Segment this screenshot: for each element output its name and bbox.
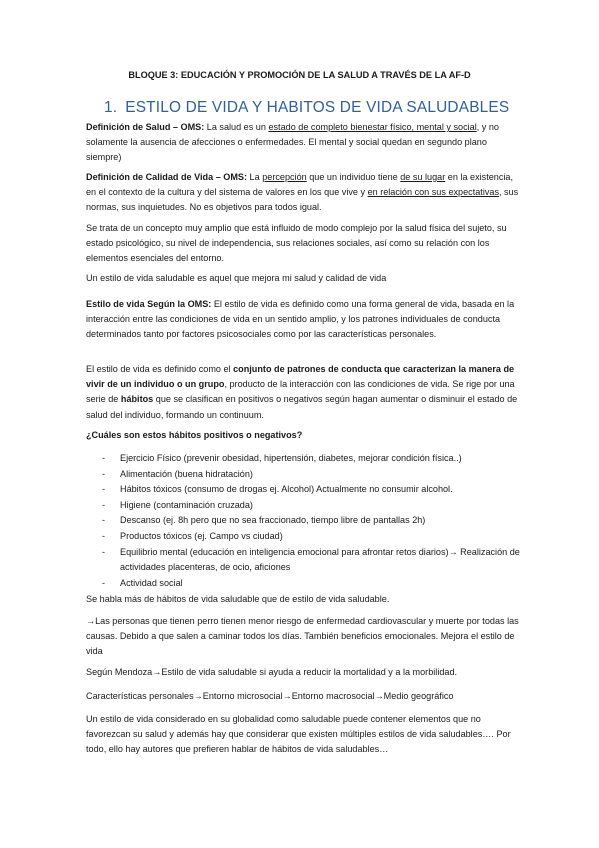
lifestyle-definition-paragraph (86, 362, 524, 423)
health-definition-paragraph (86, 120, 524, 166)
lifestyle-def-text-a: El estilo de vida es definido como el (86, 364, 234, 374)
qol-underline-expectations: en relación con sus expectativas (367, 187, 499, 198)
concept-paragraph: Se trata de un concepto muy amplio que está influido de modo complejo por la salud física del sujeto, su estado psicológico, su nivel de independencia, sus relaciones sociales, así como su relación con los elementos esenciales del entorno. (86, 223, 507, 264)
list-item: - Ejercicio Físico (prevenir obesidad, hipertensión, diabetes, mejorar condición física..) (100, 451, 520, 467)
health-definition-underlined: estado de completo bienestar físico, mental y social (268, 122, 477, 132)
habits-vs-lifestyle-paragraph: Se habla más de hábitos de vida saludable que de estilo de vida saludable. (86, 594, 390, 604)
health-definition-text-b: , y no solamente la ausencia de afecciones o enfermedades. El mental y social quedan en segundo plano siempre) (86, 122, 499, 163)
lifestyle-who-text: El estilo de vida es definido como una forma general de vida, basada en la interacción entre las condiciones de vida en un sentido amplio, y los patrones individuales de conducta determinados tanto por factores psicosociales como por las características personales. (86, 299, 515, 340)
environment-chain-paragraph: Características personales→Entorno microsocial→Entorno macrosocial→Medio geográfico (86, 691, 454, 701)
qol-text-d: , sus normas, sus inquietudes. No es objetivos para todos igual. (86, 187, 519, 213)
qol-text-b: que un individuo tiene (306, 172, 401, 182)
habits-list (100, 451, 520, 591)
list-item: - Productos tóxicos (ej. Campo vs ciudad) (100, 529, 520, 545)
quality-of-life-label: Definición de Calidad de Vida – OMS: (86, 172, 248, 182)
habits-question: ¿Cuáles son estos hábitos positivos o negativos? (86, 430, 303, 440)
list-item: - Descanso (ej. 8h pero que no sea fraccionado, tiempo libre de pantallas 2h) (100, 513, 520, 529)
qol-text-c: en la existencia, en el contexto de la cultura y del sistema de valores en los que vive y (86, 172, 513, 198)
list-item: - Alimentación (buena hidratación) (100, 467, 520, 483)
mendoza-paragraph: Según Mendoza→Estilo de vida saludable si ayuda a reducir la mortalidad y a la morbilidad. (86, 667, 458, 677)
block-title: BLOQUE 3: EDUCACIÓN Y PROMOCIÓN DE LA SALUD A TRAVÉS DE LA AF-D (128, 70, 471, 80)
lifestyle-who-paragraph (86, 297, 524, 343)
lifestyle-who-label: Estilo de vida Según la OMS: (86, 299, 212, 309)
health-definition-text-a: La salud es un (204, 122, 269, 132)
section-title: ESTILO DE VIDA Y HABITOS DE VIDA SALUDABLES (125, 99, 510, 116)
lifestyle-def-text-b: , producto de la interacción con las condiciones de vida. Se rige por una serie de (86, 379, 515, 405)
lifestyle-def-text-c: que se clasifican en positivos o negativos según hagan aumentar o disminuir el estado de salud del individuo, formando un continuum. (86, 394, 518, 420)
lifestyle-def-bold-b: hábitos (120, 394, 154, 405)
global-lifestyle-paragraph: Un estilo de vida considerado en su globalidad como saludable puede contener elementos que no favorezcan su salud y además hay que considerar que existen múltiples estilos de vida saludables…. Por todo, ello hay autores que prefieren hablar de hábitos de vida saludables… (86, 714, 511, 755)
lifestyle-def-bold-a: conjunto de patrones de conducta que caracterizan la manera de vivir de un individuo o un grupo (86, 364, 515, 390)
section-heading (104, 99, 509, 117)
list-item: - Hábitos tóxicos (consumo de drogas ej. Alcohol) Actualmente no consumir alcohol. (100, 482, 520, 498)
qol-underline-perception: percepción (262, 172, 307, 182)
list-item: - Actividad social (100, 576, 520, 592)
dog-owners-paragraph: →Las personas que tienen perro tienen menor riesgo de enfermedad cardiovascular y muerte por todas las causas. Debido a que salen a caminar todos los días. También beneficios emocionales. Mejora el estilo de vida (86, 616, 519, 657)
list-item: - Higiene (contaminación cruzada) (100, 498, 520, 514)
list-item: - Equilibrio mental (educación en inteligencia emocional para afrontar retos diarios)→ Realización de actividades placenteras, de ocio, aficiones (100, 545, 520, 576)
healthy-lifestyle-paragraph: Un estilo de vida saludable es aquel que mejora mi salud y calidad de vida (86, 273, 387, 283)
health-definition-label: Definición de Salud – OMS: (86, 122, 205, 132)
qol-text-a: La (247, 172, 263, 182)
quality-of-life-paragraph (86, 170, 524, 216)
section-number: 1. (104, 99, 118, 116)
qol-underline-place: de su lugar (400, 172, 446, 182)
